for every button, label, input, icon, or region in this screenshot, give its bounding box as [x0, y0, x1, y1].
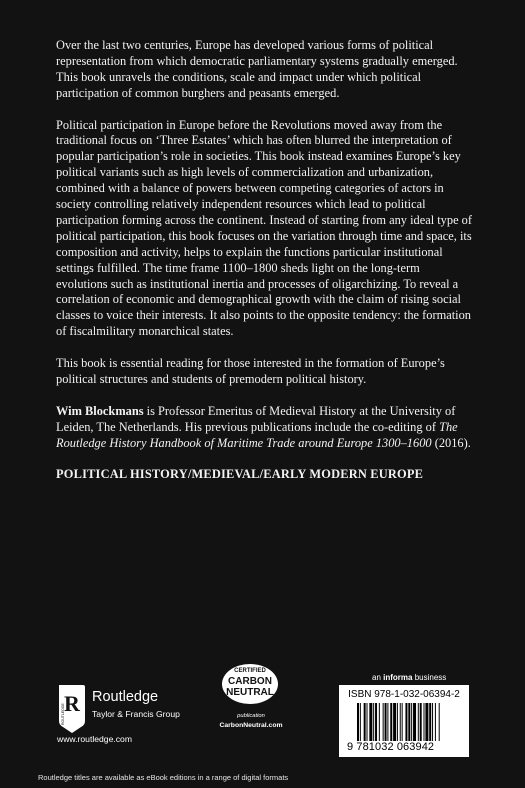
carbon-neutral-url: CarbonNeutral.com — [219, 722, 283, 729]
isbn-barcode — [339, 685, 469, 757]
author-bio-text: is Professor Emeritus of Medieval History at the University of Leiden, The Netherlands. His previous publications include the co-editing of — [56, 403, 456, 434]
publisher-name: Routledge — [92, 689, 159, 705]
blurb-paragraph-3: This book is essential reading for those interested in the formation of Europe’s political structures and students of premodern political history. — [56, 356, 445, 386]
author-bio-year: (2016). — [431, 435, 471, 450]
blurb-paragraph-1: Over the last two centuries, Europe has developed various forms of political representation from which democratic parliamentary systems gradually emerged. This book unravels the conditions, scale and impact under which political participation of common burghers and peasants emerged. — [56, 38, 458, 100]
publisher-group: Taylor & Francis Group — [92, 709, 180, 719]
blurb-paragraph-2: Political participation in Europe before the Revolutions moved away from the traditional focus on ‘Three Estates’ which has often blurred the interpretation of popular participation’s role in societies. This book instead examines Europe’s key political variants such as high levels of commercialization and urbanization, combined with a balance of powers between competing categories of actors in society controlling relatively independent resources which lead to political participation forming across the continent. Instead of starting from any ideal type of political participation, this book focuses on the variation through time and space, its composition and activity, helps to explain the functions particular institutional settings fulfilled. The time frame 1100–1800 sheds light on the long-term evolutions such as institutional inertia and processes of oligarchizing. To reveal a correlation of economic and demographical growth with the claim of rising social classes to voice their interests. It also points to the opposite tendency: the formation of fiscalmilitary monarchical states. — [56, 117, 472, 339]
logo-side-text: ROUTLEDGE — [61, 703, 65, 725]
carbon-neutral-label: publication — [237, 713, 265, 719]
barcode-bars — [357, 703, 461, 741]
informa-prefix: an — [372, 673, 384, 682]
routledge-logo-icon — [57, 685, 87, 735]
previous-publication-title: The Routledge History Handbook of Maritime Trade around Europe 1300–1600 — [56, 419, 458, 450]
informa-suffix: business — [412, 673, 447, 682]
informa-brand: informa — [383, 673, 413, 682]
seal-main-text-2: NEUTRAL — [226, 687, 274, 698]
seal-main-text-1: CARBON — [228, 676, 272, 687]
informa-tagline — [372, 673, 446, 682]
author-bio — [56, 404, 474, 452]
ebook-availability-note: Routledge titles are available as eBook editions in a range of digital formats — [38, 773, 289, 782]
isbn-label: ISBN 978-1-032-06394-2 — [348, 689, 460, 700]
subject-category: POLITICAL HISTORY/MEDIEVAL/EARLY MODERN EUROPE — [56, 467, 424, 482]
barcode-digits: 9 781032 063942 — [347, 741, 435, 753]
back-cover-copy — [56, 38, 474, 499]
seal-top-text: CERTIFIED — [234, 668, 266, 674]
publisher-url: www.routledge.com — [57, 734, 132, 744]
carbon-neutral-seal-icon — [221, 662, 279, 706]
logo-letter: R — [64, 691, 80, 716]
author-name: Wim Blockmans — [56, 403, 144, 418]
